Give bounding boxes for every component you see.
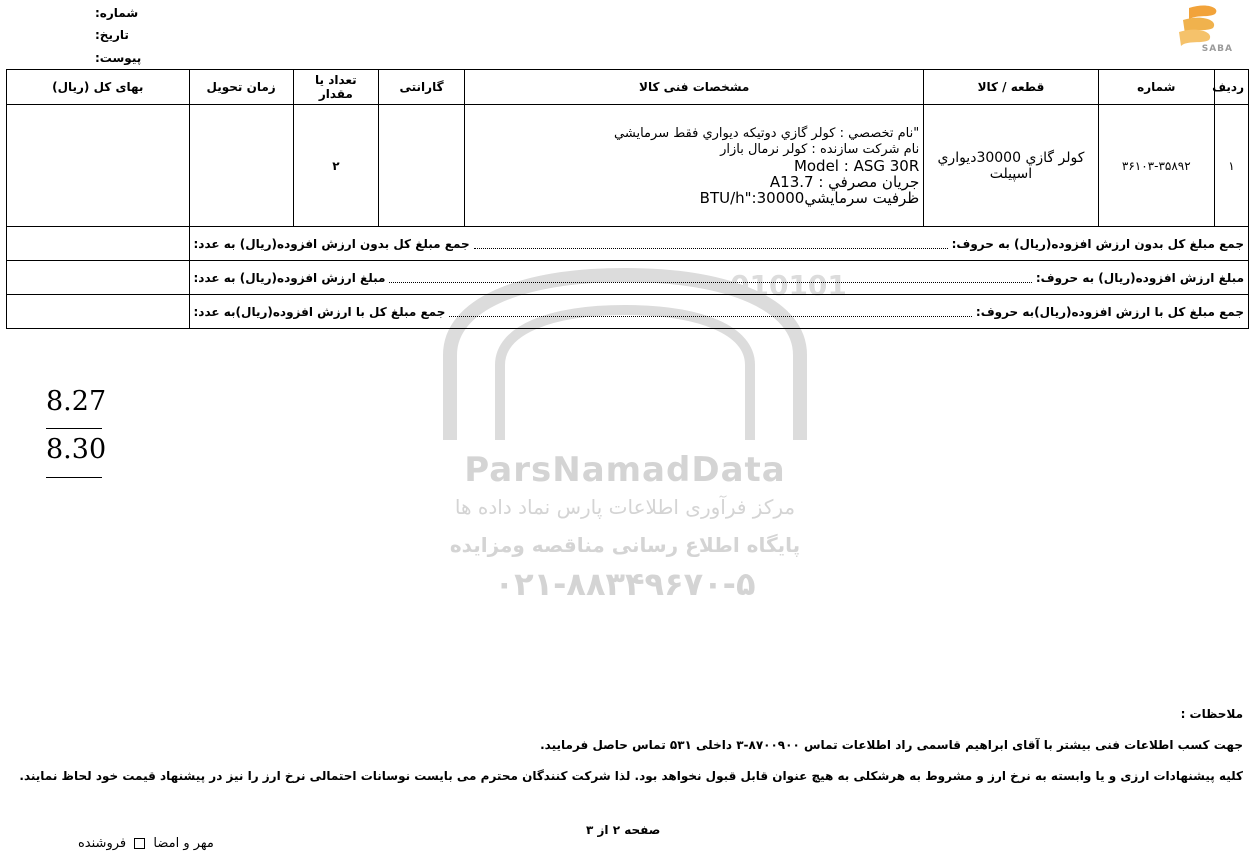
- summary-cell: [189, 295, 1249, 329]
- watermark-line2: پایگاه اطلاع رسانی مناقصه ومزایده: [449, 533, 801, 557]
- header-spec: مشخصات فنی کالا: [465, 70, 924, 105]
- handwritten-divider: [46, 428, 102, 429]
- cell-shomare: ۳۶۱۰۳-۳۵۸۹۲: [1098, 105, 1214, 227]
- seal-label: مهر و امضا: [153, 836, 214, 851]
- number-label: شماره:: [95, 6, 139, 20]
- notes-line-1: جهت کسب اطلاعات فنی بیشتر با آقای ابراهیم قاسمی راد اطلاعات تماس ۸۷۰۰۹۰۰-۳ داخلی ۵۳۱ تماس حاصل فرمایید.: [540, 738, 1243, 752]
- table-row: [7, 105, 1249, 227]
- header-shomare: شماره: [1098, 70, 1214, 105]
- handwritten-value-1: 8.27: [46, 386, 107, 417]
- notes-title: ملاحظات :: [1180, 707, 1243, 721]
- summary-cell: [189, 227, 1249, 261]
- summary-row-without-vat: [7, 227, 1249, 261]
- handwritten-value-2: 8.30: [46, 434, 107, 465]
- header-qty: تعداد یا مقدار: [293, 70, 378, 105]
- cell-guarantee: [378, 105, 464, 227]
- spec-line: نام شركت سازنده : كولر نرمال بازار: [720, 141, 920, 157]
- seller-label: فروشنده: [78, 836, 127, 851]
- cell-ghate: كولر گازي 30000ديواري اسپيلت: [924, 105, 1098, 227]
- cell-radif: ۱: [1214, 105, 1248, 227]
- notes-line-2: کلیه پیشنهادات ارزی و یا وابسته به نرخ ارز و مشروط به هرشکلی به هیچ عنوان قابل قبول نخواهد بود. لذا شرکت کنندگان محترم می بایست نوسانات احتمالی نرخ ارز را نیز در پیشنهاد قیمت خود لحاظ نمایند.: [19, 769, 1243, 783]
- summary-words-label: جمع مبلغ کل با ارزش افزوده(ریال)به حروف:: [975, 304, 1244, 319]
- spec-line: "نام تخصصي : كولر گازي دوتيكه ديواري فقط سرمايشي: [614, 125, 920, 141]
- watermark-line1: مرکز فرآوری اطلاعات پارس نماد داده ها: [454, 495, 796, 519]
- summary-digits-label: مبلغ ارزش افزوده(ریال) به عدد:: [193, 270, 386, 285]
- page-number: صفحه ۲ از ۳: [586, 823, 661, 837]
- header-guarantee: گارانتی: [378, 70, 464, 105]
- header-ghate: قطعه / کالا: [924, 70, 1098, 105]
- cell-price: [7, 105, 190, 227]
- header-price: بهای کل (ریال): [7, 70, 190, 105]
- handwritten-underline: [46, 477, 102, 478]
- seal-signature: [78, 836, 214, 851]
- header-radif: ردیف: [1214, 70, 1248, 105]
- attachment-label: پیوست:: [95, 51, 142, 65]
- summary-row-with-vat: [7, 295, 1249, 329]
- summary-digits-label: جمع مبلغ کل بدون ارزش افزوده(ریال) به عدد:: [193, 236, 470, 251]
- spec-line: Model : ASG 30R: [793, 156, 920, 175]
- summary-row-vat: [7, 261, 1249, 295]
- header-delivery: زمان تحویل: [189, 70, 293, 105]
- company-logo-icon: [1167, 2, 1237, 64]
- checkbox-icon: [134, 838, 145, 849]
- spec-line: ظرفيت سرمايشي30000:"BTU/h: [699, 188, 920, 207]
- watermark-title: ParsNamadData: [464, 450, 786, 490]
- svg-text:010101: 010101: [730, 269, 847, 302]
- summary-words-label: مبلغ ارزش افزوده(ریال) به حروف:: [1035, 270, 1244, 285]
- table-header-row: [7, 70, 1249, 105]
- summary-words-label: جمع مبلغ کل بدون ارزش افزوده(ریال) به حروف:: [951, 236, 1244, 251]
- watermark-phone: ۰۲۱-۸۸۳۴۹۶۷۰-۵: [494, 565, 756, 603]
- cell-delivery: [189, 105, 293, 227]
- logo-text: SABA: [1201, 44, 1233, 54]
- cell-qty: ۲: [293, 105, 378, 227]
- summary-value-cell: [7, 227, 190, 261]
- items-table: [6, 69, 1249, 329]
- spec-line: جريان مصرفي : A13.7: [769, 172, 920, 191]
- cell-spec: [465, 105, 924, 227]
- summary-value-cell: [7, 261, 190, 295]
- summary-cell: [189, 261, 1249, 295]
- summary-digits-label: جمع مبلغ کل با ارزش افزوده(ریال)به عدد:: [193, 304, 446, 319]
- date-label: تاریخ:: [95, 28, 129, 42]
- summary-value-cell: [7, 295, 190, 329]
